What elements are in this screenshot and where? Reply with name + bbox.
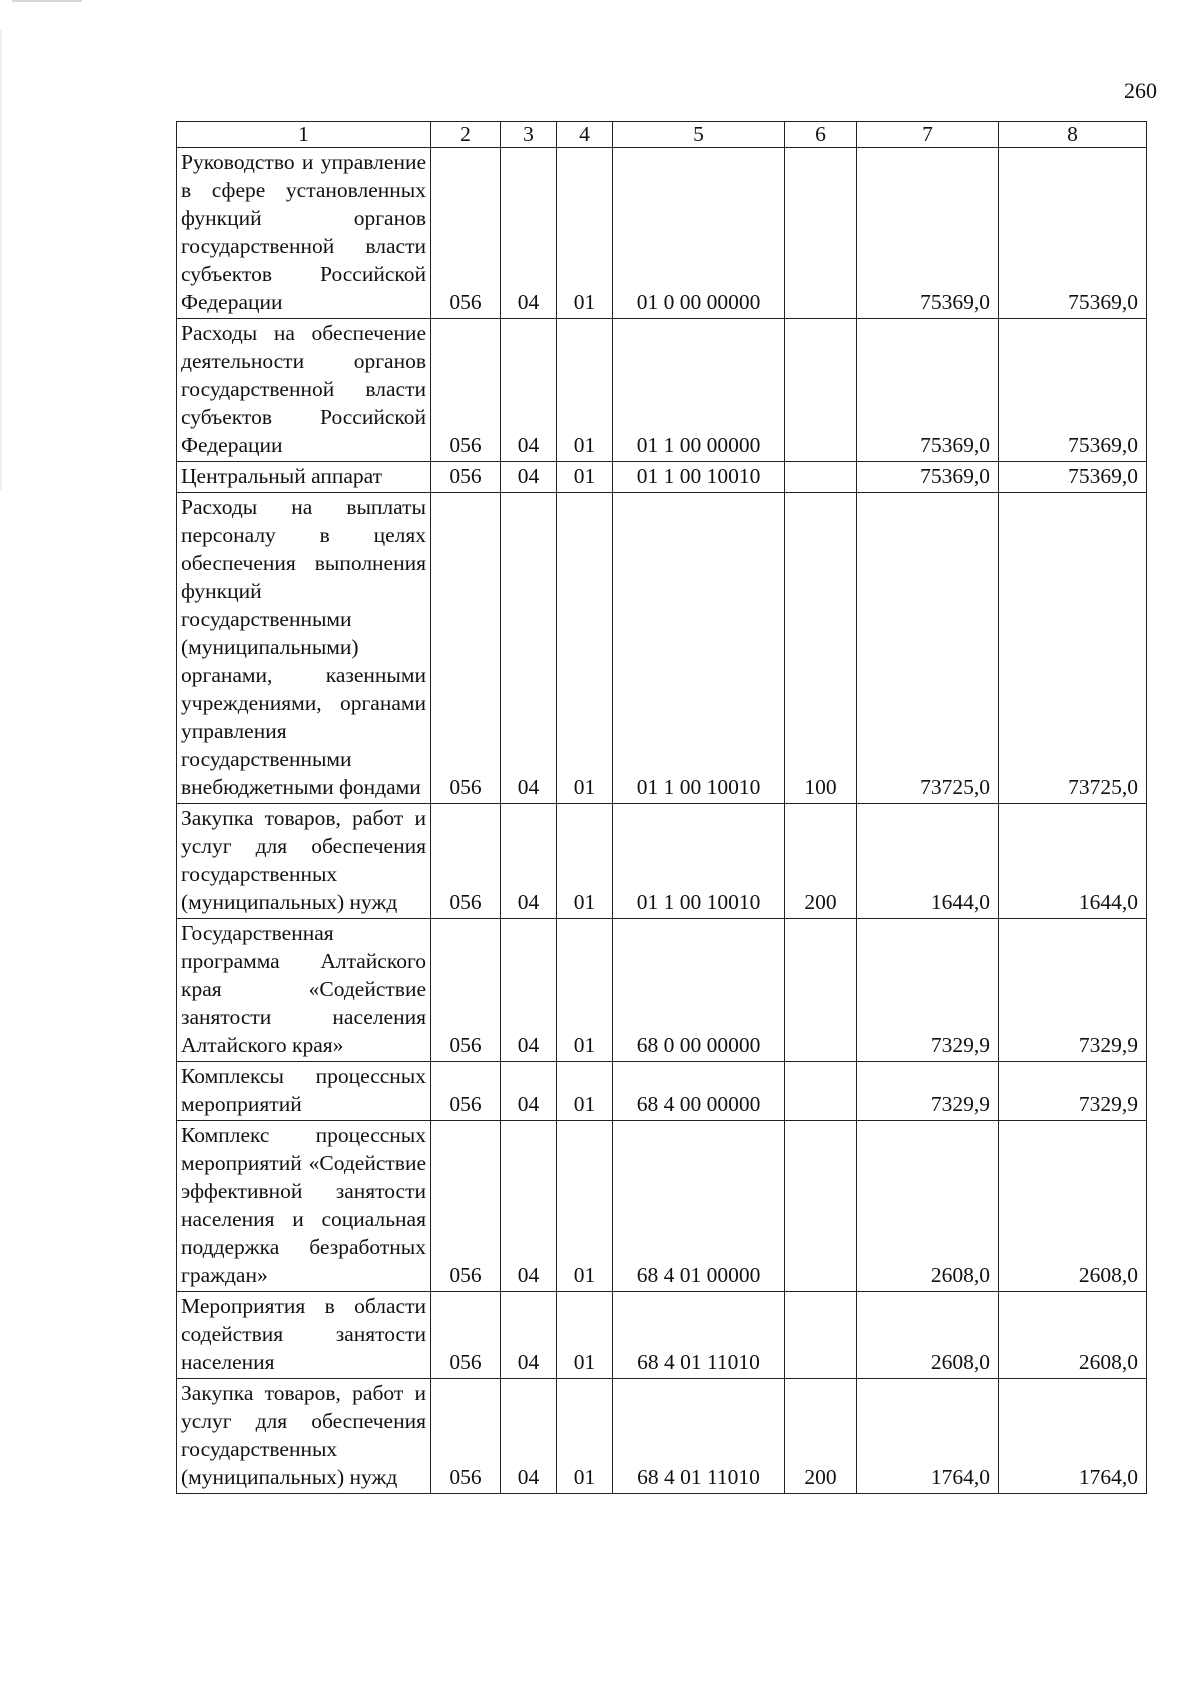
ministry-code-cell: 056 <box>431 1379 501 1494</box>
row-name-cell: Государственная программа Алтайского края «Содействие занятости населения Алтайского края» <box>177 919 431 1062</box>
subsection-code-cell: 01 <box>557 804 613 919</box>
column-header-8: 8 <box>999 122 1147 148</box>
ministry-code-cell: 056 <box>431 919 501 1062</box>
section-code-cell: 04 <box>501 804 557 919</box>
row-name-cell: Расходы на обеспечение деятельности органов государственной власти субъектов Российской Федерации <box>177 319 431 462</box>
subsection-code-cell: 01 <box>557 1121 613 1292</box>
scan-edge-shadow <box>0 30 2 490</box>
ministry-code-cell: 056 <box>431 148 501 319</box>
amount-col8-cell: 75369,0 <box>999 148 1147 319</box>
amount-col8-cell: 75369,0 <box>999 319 1147 462</box>
ministry-code-cell: 056 <box>431 319 501 462</box>
ministry-code-cell: 056 <box>431 1292 501 1379</box>
ministry-code-cell: 056 <box>431 804 501 919</box>
page-number: 260 <box>1124 78 1157 103</box>
target-article-cell: 01 1 00 10010 <box>613 493 785 804</box>
table-row <box>177 462 1147 493</box>
table-row <box>177 919 1147 1062</box>
ministry-code-cell: 056 <box>431 493 501 804</box>
amount-col7-cell: 75369,0 <box>857 462 999 493</box>
amount-col7-cell: 1764,0 <box>857 1379 999 1494</box>
expense-type-cell <box>785 319 857 462</box>
column-header-6: 6 <box>785 122 857 148</box>
section-code-cell: 04 <box>501 493 557 804</box>
expense-type-cell <box>785 1121 857 1292</box>
table-row <box>177 493 1147 804</box>
target-article-cell: 68 4 00 00000 <box>613 1062 785 1121</box>
scan-edge-mark <box>12 0 82 2</box>
expense-type-cell <box>785 462 857 493</box>
column-header-7: 7 <box>857 122 999 148</box>
amount-col7-cell: 2608,0 <box>857 1292 999 1379</box>
subsection-code-cell: 01 <box>557 1292 613 1379</box>
amount-col8-cell: 7329,9 <box>999 1062 1147 1121</box>
table-row <box>177 1292 1147 1379</box>
amount-col8-cell: 73725,0 <box>999 493 1147 804</box>
expense-type-cell: 200 <box>785 804 857 919</box>
row-name-cell: Комплекс процессных мероприятий «Содействие эффективной занятости населения и социальная поддержка безработных граждан» <box>177 1121 431 1292</box>
section-code-cell: 04 <box>501 319 557 462</box>
subsection-code-cell: 01 <box>557 1379 613 1494</box>
amount-col7-cell: 7329,9 <box>857 1062 999 1121</box>
table-header-row <box>177 122 1147 148</box>
column-header-4: 4 <box>557 122 613 148</box>
subsection-code-cell: 01 <box>557 919 613 1062</box>
subsection-code-cell: 01 <box>557 1062 613 1121</box>
table-row <box>177 1062 1147 1121</box>
section-code-cell: 04 <box>501 1379 557 1494</box>
ministry-code-cell: 056 <box>431 1121 501 1292</box>
subsection-code-cell: 01 <box>557 319 613 462</box>
amount-col8-cell: 1764,0 <box>999 1379 1147 1494</box>
ministry-code-cell: 056 <box>431 1062 501 1121</box>
amount-col7-cell: 75369,0 <box>857 148 999 319</box>
expense-type-cell: 100 <box>785 493 857 804</box>
section-code-cell: 04 <box>501 148 557 319</box>
section-code-cell: 04 <box>501 919 557 1062</box>
column-header-5: 5 <box>613 122 785 148</box>
amount-col7-cell: 1644,0 <box>857 804 999 919</box>
target-article-cell: 01 1 00 00000 <box>613 319 785 462</box>
subsection-code-cell: 01 <box>557 493 613 804</box>
table-row <box>177 319 1147 462</box>
target-article-cell: 01 1 00 10010 <box>613 804 785 919</box>
section-code-cell: 04 <box>501 1121 557 1292</box>
budget-table <box>176 121 1147 1494</box>
amount-col7-cell: 75369,0 <box>857 319 999 462</box>
subsection-code-cell: 01 <box>557 148 613 319</box>
amount-col7-cell: 73725,0 <box>857 493 999 804</box>
amount-col8-cell: 2608,0 <box>999 1292 1147 1379</box>
row-name-cell: Руководство и управление в сфере установленных функций органов государственной власти субъектов Российской Федерации <box>177 148 431 319</box>
column-header-2: 2 <box>431 122 501 148</box>
target-article-cell: 68 4 01 11010 <box>613 1379 785 1494</box>
expense-type-cell <box>785 148 857 319</box>
expense-type-cell <box>785 1292 857 1379</box>
table-row <box>177 148 1147 319</box>
section-code-cell: 04 <box>501 462 557 493</box>
row-name-cell: Комплексы процессных мероприятий <box>177 1062 431 1121</box>
row-name-cell: Расходы на выплаты персоналу в целях обеспечения выполнения функций государственными (муниципальными) органами, казенными учреждениями, органами управления государственными внебюджетными фондами <box>177 493 431 804</box>
target-article-cell: 01 0 00 00000 <box>613 148 785 319</box>
amount-col8-cell: 2608,0 <box>999 1121 1147 1292</box>
ministry-code-cell: 056 <box>431 462 501 493</box>
section-code-cell: 04 <box>501 1062 557 1121</box>
amount-col7-cell: 7329,9 <box>857 919 999 1062</box>
row-name-cell: Закупка товаров, работ и услуг для обеспечения государственных (муниципальных) нужд <box>177 804 431 919</box>
expense-type-cell <box>785 919 857 1062</box>
target-article-cell: 01 1 00 10010 <box>613 462 785 493</box>
amount-col8-cell: 1644,0 <box>999 804 1147 919</box>
amount-col8-cell: 75369,0 <box>999 462 1147 493</box>
table-row <box>177 804 1147 919</box>
row-name-cell: Мероприятия в области содействия занятости населения <box>177 1292 431 1379</box>
amount-col7-cell: 2608,0 <box>857 1121 999 1292</box>
expense-type-cell: 200 <box>785 1379 857 1494</box>
column-header-3: 3 <box>501 122 557 148</box>
table-row <box>177 1121 1147 1292</box>
target-article-cell: 68 4 01 00000 <box>613 1121 785 1292</box>
target-article-cell: 68 0 00 00000 <box>613 919 785 1062</box>
row-name-cell: Центральный аппарат <box>177 462 431 493</box>
target-article-cell: 68 4 01 11010 <box>613 1292 785 1379</box>
amount-col8-cell: 7329,9 <box>999 919 1147 1062</box>
section-code-cell: 04 <box>501 1292 557 1379</box>
table-row <box>177 1379 1147 1494</box>
subsection-code-cell: 01 <box>557 462 613 493</box>
expense-type-cell <box>785 1062 857 1121</box>
row-name-cell: Закупка товаров, работ и услуг для обеспечения государственных (муниципальных) нужд <box>177 1379 431 1494</box>
column-header-1: 1 <box>177 122 431 148</box>
